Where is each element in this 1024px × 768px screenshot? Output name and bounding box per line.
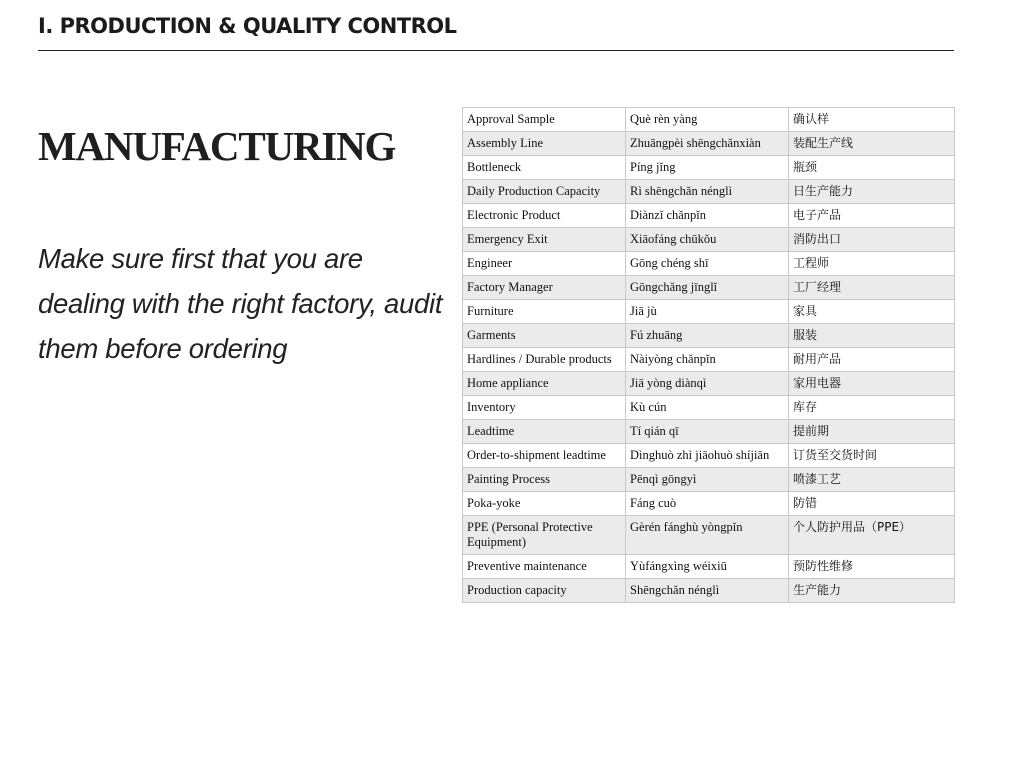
term-chinese: 服装	[789, 324, 955, 348]
term-pinyin: Xiāofáng chūkǒu	[626, 228, 789, 252]
page-title: I. PRODUCTION & QUALITY CONTROL	[38, 14, 457, 38]
table-row	[463, 156, 955, 180]
term-pinyin: Diànzǐ chǎnpǐn	[626, 204, 789, 228]
term-pinyin: Tí qián qī	[626, 420, 789, 444]
term-english: Electronic Product	[463, 204, 626, 228]
term-english: Engineer	[463, 252, 626, 276]
term-english: Garments	[463, 324, 626, 348]
term-chinese: 瓶颈	[789, 156, 955, 180]
term-english: Furniture	[463, 300, 626, 324]
term-pinyin: Rì shēngchǎn nénglì	[626, 180, 789, 204]
term-chinese: 耐用产品	[789, 348, 955, 372]
term-pinyin: Què rèn yàng	[626, 108, 789, 132]
table-row	[463, 372, 955, 396]
term-chinese: 消防出口	[789, 228, 955, 252]
term-pinyin: Gèrén fánghù yòngpǐn	[626, 516, 789, 555]
term-chinese: 工厂经理	[789, 276, 955, 300]
intro-text: Make sure first that you are dealing with the right factory, audit them before ordering	[38, 243, 443, 364]
term-pinyin: Fáng cuò	[626, 492, 789, 516]
term-chinese: 提前期	[789, 420, 955, 444]
term-chinese: 电子产品	[789, 204, 955, 228]
term-pinyin: Jiā jù	[626, 300, 789, 324]
term-english: Leadtime	[463, 420, 626, 444]
term-chinese: 喷漆工艺	[789, 468, 955, 492]
term-pinyin: Shēngchǎn nénglì	[626, 579, 789, 603]
term-pinyin: Fú zhuāng	[626, 324, 789, 348]
vocabulary-table	[462, 107, 955, 603]
term-english: Poka-yoke	[463, 492, 626, 516]
table-row	[463, 396, 955, 420]
table-row	[463, 276, 955, 300]
term-english: Emergency Exit	[463, 228, 626, 252]
table-row	[463, 228, 955, 252]
table-row	[463, 108, 955, 132]
term-chinese: 日生产能力	[789, 180, 955, 204]
term-chinese: 库存	[789, 396, 955, 420]
term-pinyin: Nàiyòng chǎnpǐn	[626, 348, 789, 372]
table-row	[463, 492, 955, 516]
vocabulary-table-body	[463, 108, 955, 603]
term-chinese: 订货至交货时间	[789, 444, 955, 468]
table-row	[463, 300, 955, 324]
table-row	[463, 252, 955, 276]
term-chinese: 防错	[789, 492, 955, 516]
table-row	[463, 420, 955, 444]
term-chinese: 工程师	[789, 252, 955, 276]
term-english: Factory Manager	[463, 276, 626, 300]
table-row	[463, 180, 955, 204]
term-english: Assembly Line	[463, 132, 626, 156]
table-row	[463, 516, 955, 555]
term-pinyin: Yùfángxìng wéixiū	[626, 555, 789, 579]
table-row	[463, 444, 955, 468]
table-row	[463, 579, 955, 603]
table-row	[463, 555, 955, 579]
term-english: Painting Process	[463, 468, 626, 492]
term-english: Daily Production Capacity	[463, 180, 626, 204]
term-pinyin: Gōngchǎng jīnglǐ	[626, 276, 789, 300]
section-title: MANUFACTURING	[38, 123, 396, 169]
term-pinyin: Jiā yòng diànqì	[626, 372, 789, 396]
term-english: Inventory	[463, 396, 626, 420]
term-english: Home appliance	[463, 372, 626, 396]
table-row	[463, 324, 955, 348]
term-english: Order-to-shipment leadtime	[463, 444, 626, 468]
table-row	[463, 468, 955, 492]
term-english: PPE (Personal Protective Equipment)	[463, 516, 626, 555]
table-row	[463, 348, 955, 372]
table-row	[463, 204, 955, 228]
term-english: Approval Sample	[463, 108, 626, 132]
term-chinese: 家具	[789, 300, 955, 324]
term-chinese: 确认样	[789, 108, 955, 132]
term-pinyin: Píng jǐng	[626, 156, 789, 180]
term-chinese: 生产能力	[789, 579, 955, 603]
table-row	[463, 132, 955, 156]
term-pinyin: Dìnghuò zhì jiāohuò shíjiān	[626, 444, 789, 468]
term-pinyin: Zhuāngpèi shēngchǎnxiàn	[626, 132, 789, 156]
term-pinyin: Gōng chéng shī	[626, 252, 789, 276]
term-english: Preventive maintenance	[463, 555, 626, 579]
term-chinese: 装配生产线	[789, 132, 955, 156]
term-chinese: 家用电器	[789, 372, 955, 396]
term-pinyin: Kù cún	[626, 396, 789, 420]
term-pinyin: Pēnqì gōngyì	[626, 468, 789, 492]
term-chinese: 个人防护用品（PPE）	[789, 516, 955, 555]
header	[38, 14, 954, 38]
header-divider	[38, 50, 954, 51]
term-english: Bottleneck	[463, 156, 626, 180]
term-english: Hardlines / Durable products	[463, 348, 626, 372]
term-chinese: 预防性维修	[789, 555, 955, 579]
term-english: Production capacity	[463, 579, 626, 603]
